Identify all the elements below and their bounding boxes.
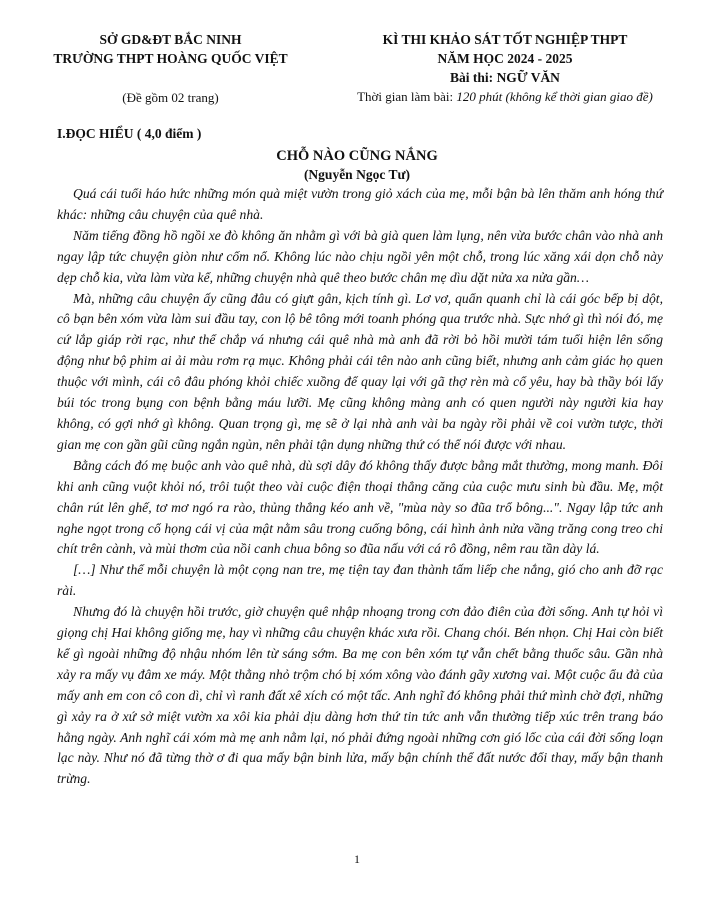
school-year: NĂM HỌC 2024 - 2025 xyxy=(437,51,573,66)
subject-name: NGỮ VĂN xyxy=(496,70,560,85)
department-name: SỞ GD&ĐT BẮC NINH xyxy=(99,32,242,47)
time-value: 120 phút (không kể thời gian giao đề) xyxy=(456,89,653,104)
passage-paragraph: […] Như thể mỗi chuyện là một cọng nan tre, mẹ tiện tay đan thành tấm liếp che nắng, gió cho anh đỡ rạc rài. xyxy=(57,562,663,599)
exam-title: KÌ THI KHẢO SÁT TỐT NGHIỆP THPT xyxy=(382,32,628,47)
exam-time xyxy=(330,89,680,105)
passage-title: CHỖ NÀO CŨNG NẮNG xyxy=(276,148,438,164)
document-header xyxy=(0,30,714,110)
passage-paragraph: Bằng cách đó mẹ buộc anh vào quê nhà, dù sợi dây đó không thấy được bằng mắt thường, mong manh. Đôi khi anh cũng vuột khỏi nó, trôi tuột theo vài cuộc điện thoại thẳng căng của cuộc mưu sinh bù đầu. Mẹ, một chân rút lên ghế, tơ mơ ngó ra rào, thủng thẳng kéo anh về, "mùa này so đũa trổ bông...". Ngay lập tức anh nghe ngọt trong cổ họng cái vị của mật nằm sâu trong cuống bông, cái hình ảnh nửa vầng trăng cong treo chi chít trên cành, và mùi thơm của nồi canh chua bông so đũa nấu với cá rô đồng, nêm rau tần dày lá. xyxy=(57,457,663,557)
page-number: 1 xyxy=(354,852,360,866)
school-name: TRƯỜNG THPT HOÀNG QUỐC VIỆT xyxy=(53,51,288,66)
passage-paragraph: Quá cái tuổi háo hức những món quà miệt vườn trong giỏ xách của mẹ, mỗi bận bà lên thăm anh hóng thứ khác: những câu chuyện của quê nhà. xyxy=(57,186,663,222)
passage-paragraph: Nhưng đó là chuyện hồi trước, giờ chuyện quê nhập nhoạng trong cơn đảo điên của đời sống. Anh tự hỏi vì giọng chị Hai không giống mẹ, hay vì những câu chuyện khác xưa rồi. Chang chói. Bén nhọn. Chị Hai còn biết kể gì ngoài những độ nhậu nhóm lên từ sáng sớm. Ba mẹ con bên xóm tự vẫn chết bằng thuốc sâu. Gần nhà xảy ra mấy vụ đâm xe máy. Một thằng nhỏ trộm chó bị xóm xông vào đánh gãy xương vai. Một cuộc ẩu đả của mấy anh em con cô con dì, chỉ vì ranh đất xê xích có một tấc. Anh nghĩ đó không phải thứ mình chờ đợi, những gì xảy ra ở xứ sở miệt vườn xa xôi kia phải dịu dàng hơn thứ tin tức anh vẫn thường tiếp xúc trên trang báo hằng ngày. Anh nghĩ cái xóm mà mẹ anh nằm lại, nó phải đứng ngoài những cơn gió lốc của cái đời sống loạn lạc này. Như nó đã từng thờ ơ đi qua mấy bận binh lửa, mấy bận chính thể đất nước đổi thay, mấy bận thanh trừng. xyxy=(57,604,663,787)
subject-label: Bài thi: xyxy=(450,70,494,85)
time-label: Thời gian làm bài: xyxy=(357,89,454,104)
pages-note: (Đề gồm 02 trang) xyxy=(122,90,219,105)
passage-paragraph: Mà, những câu chuyện ấy cũng đâu có giựt gân, kịch tính gì. Lơ vơ, quẩn quanh chỉ là cái góc bếp bị dột, cô bạn bên xóm vừa làm sui đầu tay, con lộ bê tông mới toanh phóng qua trước nhà. Sực nhớ gì thì nói đó, mẹ cứ lắp giáp rời rạc, như thể chắp vá nhưng cái quê nhà mà anh đã rời bỏ hồi mười tám tuổi hiện lên sống động như bộ phim ai ải màu rơm rạ mục. Không phải cái tên nào anh cũng biết, nhưng anh cảm giác họ quen thuộc với mình, cái cô đâu phóng khỏi chiếc xuồng để quay lại với gã thợ rèn mà cổ yêu, hay bà thầy bói lấy búi tóc trong bụng con bệnh bằng máu lưỡi. Mẹ cũng không màng anh có quen người này người kia hay không, có gợi nhớ gì không. Quan trọng gì, mẹ sẽ ở lại nhà anh vài ba ngày rồi phải về coi vườn tược, thời gian mẹ con gần gũi cũng ngắn ngủn, nên phải tận dụng những thứ có thể nói được với nhau. xyxy=(57,290,663,452)
passage-body xyxy=(57,184,663,790)
section-heading: I.ĐỌC HIỂU ( 4,0 điểm ) xyxy=(57,126,202,141)
passage-paragraph: Năm tiếng đồng hồ ngồi xe đò không ăn nhằm gì với bà già quen làm lụng, nên vừa bước chân vào nhà anh ngay lập tức chuyện giòn như cốm nổ. Không lúc nào chịu ngồi yên một chỗ, trong lúc xăng xái dọn chỗ này dẹp chỗ kia, vừa làm vừa kể, những chuyện nhà quê theo bước chân mẹ dìu dặt nửa xa nửa gần… xyxy=(57,227,663,285)
exam-subject xyxy=(330,70,680,86)
passage-author: (Nguyễn Ngọc Tư) xyxy=(303,167,411,182)
